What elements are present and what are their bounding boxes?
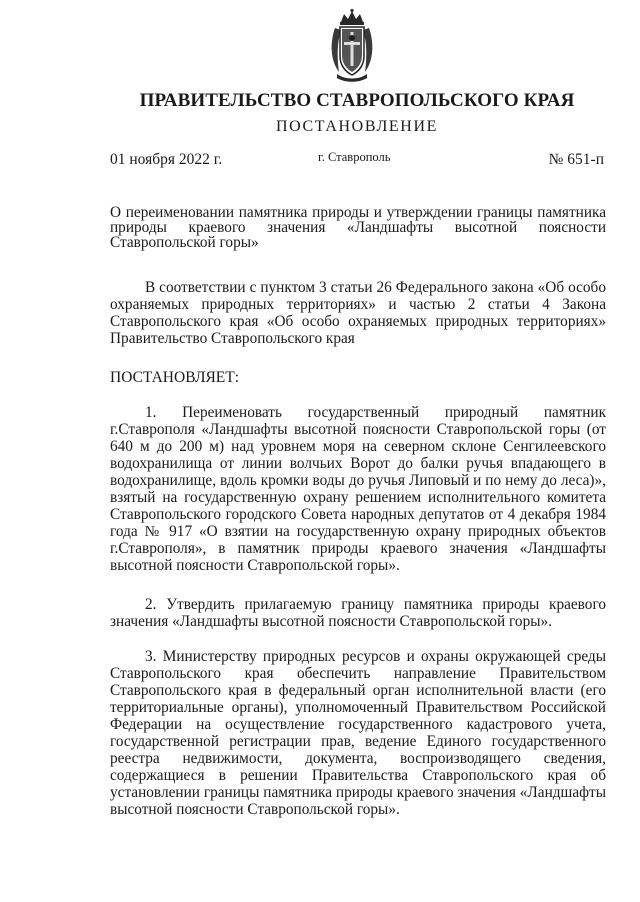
document-type: ПОСТАНОВЛЕНИЕ xyxy=(276,118,438,135)
document-date: 01 ноября 2022 г. xyxy=(110,151,223,168)
paragraph-3: 3. Министерству природных ресурсов и охраны окружающей среды Ставропольского края обеспечить направление Правительством Ставропольского края в федеральный орган исполнительной власти (его территориальные органы), уполномоченный Правительством Российской Федерации на осуществление государственного кадастрового учета, государственной регистрации прав, ведение Единого государственного реестра недвижимости, документа, воспроизводящего сведения, содержащиеся в решении Правительства Ставропольского края об установлении границы памятника природы краевого значения «Ландшафты высотной поясности Ставропольской горы». xyxy=(110,648,606,818)
paragraph-1: 1. Переименовать государственный природный памятник г.Ставрополя «Ландшафты высотной поясности Ставропольской горы (от 640 м до 200 м) над уровнем моря на северном склоне Сенгилеевского водохранилища от линии волчьих Ворот до балки ручья впадающего в водохранилище, вдоль кромки воды до ручья Липовый и по нему до леса)», взятый на государственную охрану решением исполнительного комитета Ставропольского городского Совета народных депутатов от 4 декабря 1984 года № 917 «О взятии на государственную охрану природных объектов г.Ставрополя», в памятник природы краевого значения «Ландшафты высотной поясности Ставропольской горы». xyxy=(110,404,606,574)
document-number: № 651-п xyxy=(548,151,604,168)
government-title: ПРАВИТЕЛЬСТВО СТАВРОПОЛЬСКОГО КРАЯ xyxy=(139,90,575,111)
paragraph-2: 2. Утвердить прилагаемую границу памятника природы краевого значения «Ландшафты высотной поясности Ставропольской горы». xyxy=(110,596,606,630)
document-city: г. Ставрополь xyxy=(318,150,391,164)
document-subject: О переименовании памятника природы и утверждении границы памятника природы краевого значения «Ландшафты высотной поясности Ставропольской горы» xyxy=(110,204,606,251)
resolves-heading: ПОСТАНОВЛЯЕТ: xyxy=(110,369,240,386)
preamble-paragraph: В соответствии с пунктом 3 статьи 26 Федерального закона «Об особо охраняемых природных территориях» и частью 2 статьи 4 Закона Ставропольского края «Об особо охраняемых природных территориях» Правительство Ставропольского края xyxy=(110,279,606,347)
coat-of-arms-icon xyxy=(327,8,377,84)
